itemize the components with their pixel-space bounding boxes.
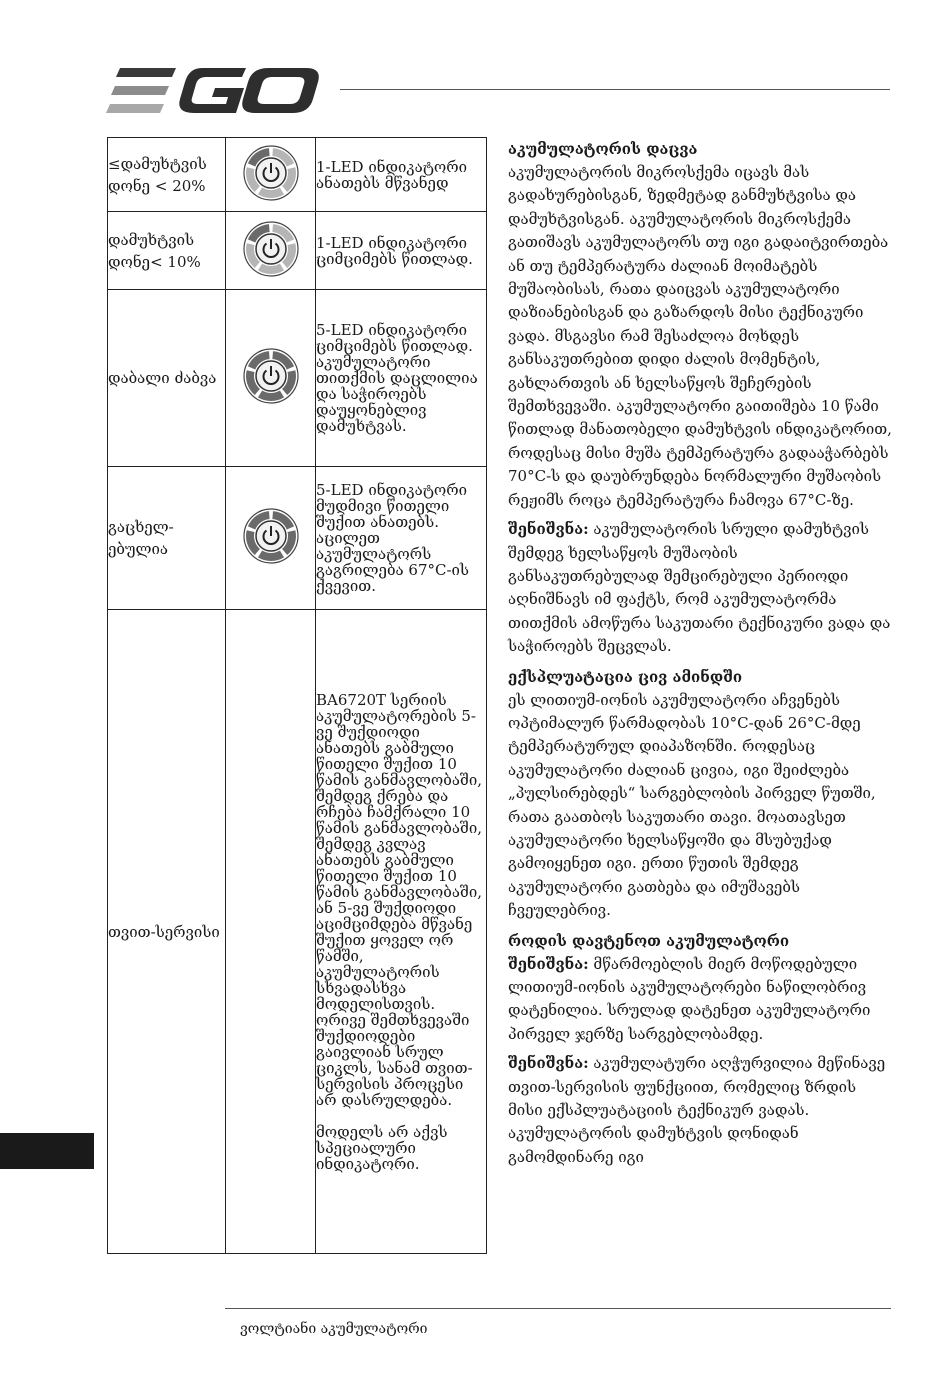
- mode-description: 1-LED ინდიკატორი ანათებს მწვანედ: [316, 157, 468, 192]
- mode-description: 5-LED ინდიკატორი ციმციმებს წითლად. აკუმულატორი თითქმის დაცლილია და საჭიროებს დაუყონებლივ დამუხტვას.: [316, 321, 478, 435]
- section-heading: როდის დავტენოთ აკუმულატორი: [508, 931, 790, 950]
- note-paragraph: შენიშვნა: აკუმულატორის სრული დამუხტვის შემდეგ ხელსაწყოს მუშაობის განსაკუთრებულად შემცირებული პერიოდი აღნიშნავს იმ ფაქტს, რომ აკუმულატორმა თითქმის ამოწურა საკუთარი ტექნიკური ვადა და საჭიროებს შეცვლას.: [508, 520, 891, 656]
- side-tab-marker: [0, 1133, 94, 1169]
- mode-label: დამუხტვის დონე< 10%: [108, 212, 226, 290]
- mode-label: თვით-სერვისი: [108, 610, 226, 1254]
- mode-label: ≤დამუხტვის დონე < 20%: [108, 138, 226, 212]
- mode-description: 1-LED ინდიკატორი ციმციმებს წითლად.: [316, 233, 473, 268]
- mode-description: BA6720T სერიის აკუმულატორების 5-ვე შუქდიოდი ანათებს გაბმული წითელი შუქით 10 წამის განმავლობაში, შემდეგ ქრება და რჩება ჩამქრალი 10 წამის განმავლობაში, შემდეგ კვლავ ანათებს გაბმული წითელი შუქით 10 წამის განმავლობაში, ან 5-ვე შუქდიოდი აციმციმდება მწვანე შუქით ყოველ ორ წამში, აკუმულატორის სხვადასხვა მოდელისთვის. ორივე შემთხვევაში შუქდიოდები გაივლიან სრულ ციკლს, სანამ თვით-სერვისის პროცესი არ დასრულდება.: [316, 690, 482, 1109]
- note-paragraph: შენიშვნა: აკუმულატური აღჭურვილია მეწინავე თვით-სერვისის ფუნქციით, რომელიც ზრდის მისი ექსპლუატაციის ტექნიკურ ვადას. აკუმულატორის დამუხტვის დონიდან გამომდინარე იგი: [508, 1054, 886, 1166]
- power-button-icon: [242, 507, 300, 565]
- ego-logo: [106, 66, 320, 116]
- battery-mode-table: [107, 137, 487, 1254]
- header-rule: [340, 89, 890, 90]
- paragraph: ეს ლითიუმ-იონის აკუმულატორი აჩვენებს ოპტიმალურ წარმადობას 10°C-დან 26°C-მდე ტემპერატურულ დიაპაზონში. როდესაც აკუმულატორი ძალიან ცივია, იგი შეიძლება „პულსირებდეს“ სარგებლობის პირველ წუთში, რათა გაათბოს საკუთარი თავი. მოათავსეთ აკუმულატორი ხელსაწყოში და მსუბუქად გამოიყენეთ იგი. ერთი წუთის შემდეგ აკუმულატორი გათბება და იმუშავებს ჩვეულებრივ.: [508, 690, 876, 920]
- mode-note: მოდელს არ აქვს სპეციალური ინდიკატორი.: [316, 1122, 448, 1173]
- mode-description: 5-LED ინდიკატორი მუდმივი წითელი შუქით ანათებს. აცილეთ აკუმულატორს გაგრილება 67°C-ის ქვევით.: [316, 481, 470, 595]
- footer-rule: [225, 1308, 891, 1309]
- section-heading: აკუმულატორის დაცვა: [508, 140, 698, 158]
- power-button-icon: [242, 144, 300, 202]
- section-heading: ექსპლუატაცია ცივ ამინდში: [508, 667, 743, 686]
- paragraph: აკუმულატორის მიკროსქემა იცავს მას გადახურებისგან, ზედმეტად განმუხტვისა და დამუხტვისგან. აკუმულატორის მიკროსქემა გათიშავს აკუმულატორს თუ იგი გადაიტვირთება ან თუ ტემპერატურა ძალიან მოიმატებს მუშაობისას, რათა დაიცვას აკუმულატორი დაზიანებისგან და გაზარდოს მისი ტექნიკური ვადა. მსგავსი რამ შესაძლოა მოხდეს განსაკუთრებით დიდი ძალის მომენტის, გახლართვის ან ხელსაწყოს შეჩერების შემთხვევაში. აკუმულატორი გაითიშება 10 წამი წითლად მანათობელი დამუხტვის ინდიკატორით, როდესაც მისი მუშა ტემპერატურა გადააჭარბებს 70°C-ს და დაუბრუნდება ნორმალური მუშაობის რეჟიმს როცა ტემპერატურა ჩამოვა 67°C-ზე.: [508, 163, 892, 509]
- mode-label: გაცხელ-ებულია: [108, 467, 226, 610]
- table-row: [108, 467, 487, 610]
- footer-title: ვოლტიანი აკუმულატორი: [240, 1321, 428, 1337]
- body-text-column: [508, 137, 892, 1175]
- note-paragraph: შენიშვნა: მწარმოებლის მიერ მოწოდებული ლითიუმ-იონის აკუმულატორები ნაწილობრივ დატენილია. სრულად დატენეთ აკუმულატორი პირველ ჯერზე სარგებლობამდე.: [508, 954, 871, 1043]
- table-row: [108, 290, 487, 467]
- mode-label: დაბალი ძაბვა: [108, 290, 226, 467]
- table-row: [108, 212, 487, 290]
- power-button-icon: [242, 347, 300, 405]
- table-row: [108, 138, 487, 212]
- table-row: [108, 610, 487, 1254]
- power-button-icon: [242, 220, 300, 278]
